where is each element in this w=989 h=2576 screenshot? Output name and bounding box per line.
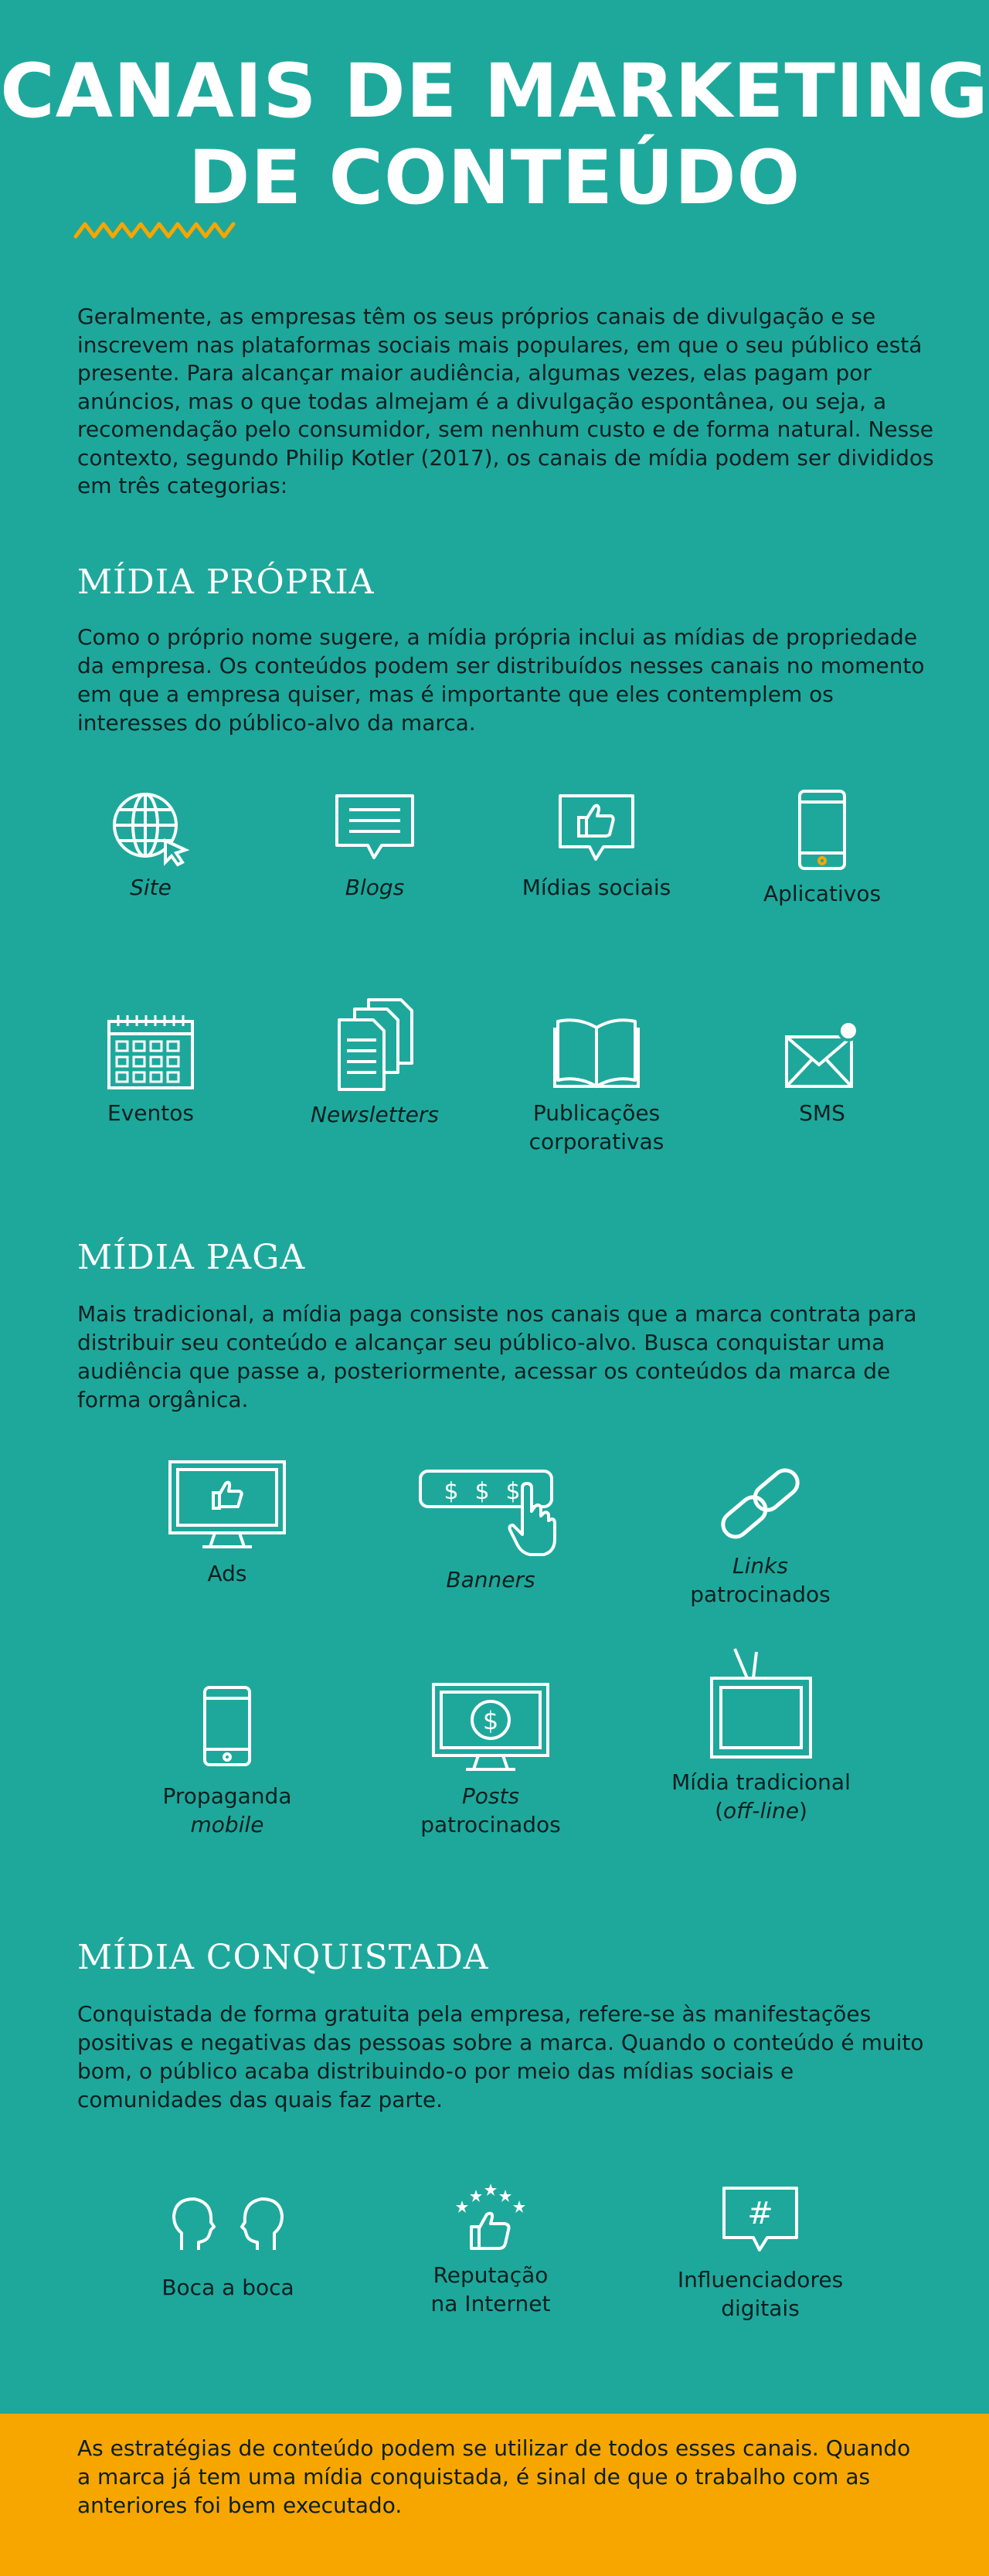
item-propaganda-mobile — [150, 1684, 304, 1839]
item-label-line-1: Links — [732, 1553, 788, 1579]
item-label-line-1: Influenciadores — [677, 2267, 844, 2292]
item-label-line-1: Publicações — [532, 1100, 661, 1126]
item-ads — [150, 1459, 304, 1588]
footer-banner — [0, 2414, 989, 2576]
item-publicacoes-corporativas — [508, 1014, 685, 1156]
item-label-line-2: patrocinados — [420, 1812, 561, 1837]
item-label-line-2: corporativas — [528, 1129, 664, 1154]
item-sms — [745, 1020, 899, 1127]
section-title-midia-conquistada: MÍDIA CONQUISTADA — [77, 1938, 489, 1977]
item-influenciadores-digitais — [660, 2183, 861, 2323]
item-posts-patrocinados — [413, 1681, 568, 1839]
item-boca-a-boca — [139, 2191, 317, 2302]
paren-open: ( — [715, 1798, 723, 1823]
item-midias-sociais — [508, 791, 685, 902]
title-line-2: DE CONTEÚDO — [188, 134, 801, 221]
section-text-midia-paga: Mais tradicional, a mídia paga consiste nos canais que a marca contrata para distribuir seu conteúdo e alcançar seu público-alvo. Busca conquistar uma audiência que passe a, posteriormente, acessar os conteúdos da marca de forma orgânica. — [77, 1301, 917, 1412]
item-banners — [413, 1465, 568, 1594]
off-line-text: off-line — [723, 1798, 799, 1823]
item-midia-tradicional — [657, 1644, 865, 1825]
item-newsletters — [297, 997, 452, 1129]
item-label-line-1: Mídia tradicional — [671, 1769, 851, 1795]
page-title — [0, 48, 989, 221]
svg-text:$: $ — [444, 1478, 459, 1505]
item-label: Mídias sociais — [522, 875, 671, 900]
svg-text:$: $ — [474, 1478, 490, 1505]
svg-text:$: $ — [482, 1706, 499, 1735]
stars-thumbs-up-icon — [448, 2179, 533, 2253]
item-label: Ads — [207, 1561, 247, 1586]
tv-icon — [709, 1644, 814, 1760]
banner-dollar-hand-icon — [417, 1465, 564, 1558]
monitor-dollar-icon — [430, 1681, 551, 1774]
calendar-icon — [104, 1014, 197, 1091]
item-blogs — [297, 791, 452, 902]
intro-paragraph: Geralmente, as empresas têm os seus próprios canais de divulgação e se inscrevem nas plataformas sociais mais populares, em que o seu público está presente. Para alcançar maior audiência, algumas vezes, elas pagam por anúncios, mas o que todas almejam é a divulgação espontânea, ou seja, a recomendação pelo consumidor, sem nenhum custo e de forma natural. Nesse contexto, segundo Philip Kotler (2017), os canais de mídia podem ser divididos em três categorias: — [77, 304, 934, 498]
zigzag-decoration — [74, 221, 240, 240]
item-label: Site — [130, 875, 172, 900]
item-label: Newsletters — [311, 1102, 439, 1127]
heads-talking-icon — [168, 2191, 288, 2253]
documents-icon — [335, 997, 415, 1093]
smartphone-icon — [200, 1684, 254, 1768]
section-text-midia-conquistada: Conquistada de forma gratuita pela empresa, refere-se às manifestações positivas e negativas das pessoas sobre a marca. Quando o conteúdo é muito bom, o público acaba distribuindo-o por meio das mídias sociais e comunidades das quais faz parte. — [77, 2001, 924, 2112]
item-label: Aplicativos — [763, 881, 882, 906]
item-label: SMS — [799, 1100, 845, 1126]
section-title-midia-paga: MÍDIA PAGA — [77, 1238, 306, 1277]
thumbs-up-chat-icon — [556, 791, 637, 865]
item-label-line-1: Propaganda — [162, 1783, 292, 1809]
item-label-line-2: patrocinados — [690, 1582, 831, 1607]
smartphone-icon — [795, 788, 849, 872]
item-links-patrocinados — [683, 1456, 838, 1609]
chain-link-icon — [708, 1456, 813, 1551]
section-title-midia-propria: MÍDIA PRÓPRIA — [77, 562, 375, 602]
envelope-notification-icon — [782, 1020, 862, 1091]
title-line-1: CANAIS DE MARKETING — [0, 48, 989, 134]
item-label-line-2: na Internet — [430, 2291, 551, 2316]
footer-text: As estratégias de conteúdo podem se utilizar de todos esses canais. Quando a marca já tem uma mídia conquistada, é sinal de que o trabalho com as anteriores foi bem executado. — [77, 2435, 911, 2518]
open-book-icon — [552, 1014, 641, 1091]
item-label-line-1: Reputação — [433, 2262, 549, 2288]
paren-close: ) — [798, 1798, 807, 1823]
item-label: Banners — [446, 1567, 535, 1592]
item-label-line-1: Posts — [461, 1783, 520, 1809]
item-label-line-2: mobile — [190, 1812, 264, 1837]
section-text-midia-propria: Como o próprio nome sugere, a mídia própria inclui as mídias de propriedade da empresa. Os conteúdos podem ser distribuídos nesses canais no momento em que a empresa quiser, mas é importante que eles contemplem os interesses do público-alvo da marca. — [77, 624, 925, 736]
item-reputacao-internet — [413, 2179, 568, 2318]
chat-lines-icon — [332, 791, 417, 865]
item-aplicativos — [745, 788, 899, 908]
svg-text:#: # — [747, 2196, 773, 2231]
item-label-line-2: digitais — [721, 2296, 800, 2321]
item-label: Blogs — [345, 875, 405, 900]
globe-cursor-icon — [108, 788, 193, 865]
monitor-thumbs-up-icon — [167, 1459, 287, 1551]
item-label: Boca a boca — [161, 2275, 294, 2300]
item-label-line-2 — [657, 1796, 865, 1825]
item-site — [73, 788, 228, 902]
item-label: Eventos — [107, 1100, 194, 1126]
item-eventos — [73, 1014, 228, 1127]
hashtag-chat-icon — [719, 2183, 801, 2255]
svg-text:$: $ — [505, 1478, 521, 1505]
